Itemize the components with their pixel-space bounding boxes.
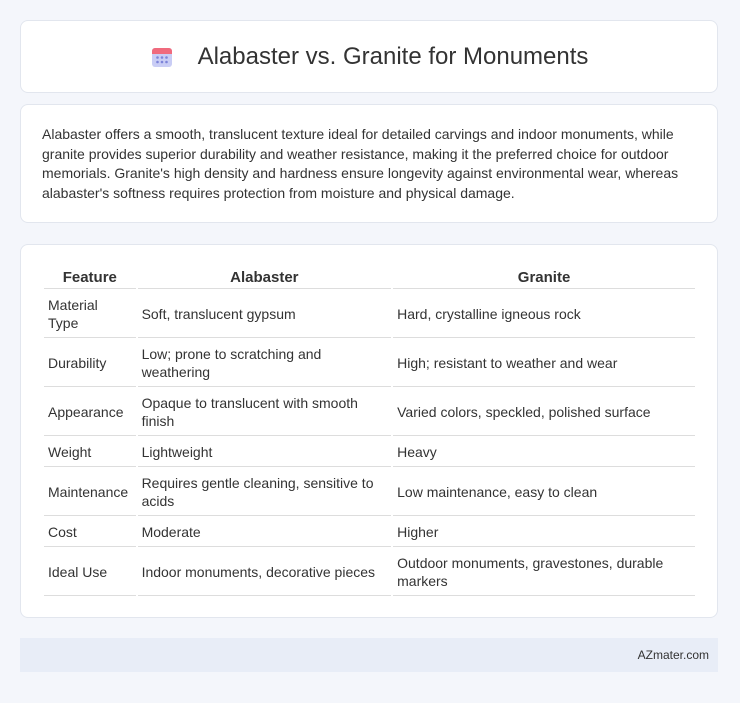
table-row bbox=[44, 549, 695, 596]
table-row bbox=[44, 291, 695, 338]
table-header-row bbox=[44, 267, 695, 289]
calendar-icon bbox=[150, 45, 174, 69]
table-row bbox=[44, 438, 695, 467]
cell-alabaster: Requires gentle cleaning, sensitive to acids bbox=[138, 469, 392, 516]
footer-brand: AZmater.com bbox=[637, 648, 709, 662]
table-row bbox=[44, 518, 695, 547]
cell-feature: Maintenance bbox=[44, 469, 136, 516]
cell-granite: Outdoor monuments, gravestones, durable markers bbox=[393, 549, 695, 596]
table-card bbox=[20, 244, 718, 618]
table-row bbox=[44, 469, 695, 516]
cell-feature: Ideal Use bbox=[44, 549, 136, 596]
title-card bbox=[20, 20, 718, 93]
comparison-table bbox=[42, 265, 697, 598]
summary-card bbox=[20, 104, 718, 223]
cell-alabaster: Opaque to translucent with smooth finish bbox=[138, 389, 392, 436]
cell-alabaster: Indoor monuments, decorative pieces bbox=[138, 549, 392, 596]
cell-alabaster: Low; prone to scratching and weathering bbox=[138, 340, 392, 387]
cell-alabaster: Lightweight bbox=[138, 438, 392, 467]
cell-feature: Durability bbox=[44, 340, 136, 387]
cell-granite: Heavy bbox=[393, 438, 695, 467]
cell-granite: Higher bbox=[393, 518, 695, 547]
cell-feature: Appearance bbox=[44, 389, 136, 436]
table-row bbox=[44, 389, 695, 436]
cell-granite: High; resistant to weather and wear bbox=[393, 340, 695, 387]
cell-feature: Cost bbox=[44, 518, 136, 547]
page-title: Alabaster vs. Granite for Monuments bbox=[197, 42, 589, 70]
cell-alabaster: Moderate bbox=[138, 518, 392, 547]
cell-alabaster: Soft, translucent gypsum bbox=[138, 291, 392, 338]
header-alabaster: Alabaster bbox=[138, 267, 392, 289]
header-granite: Granite bbox=[393, 267, 695, 289]
cell-granite: Varied colors, speckled, polished surface bbox=[393, 389, 695, 436]
table-row bbox=[44, 340, 695, 387]
cell-feature: Weight bbox=[44, 438, 136, 467]
cell-granite: Hard, crystalline igneous rock bbox=[393, 291, 695, 338]
footer bbox=[20, 638, 718, 672]
summary-text: Alabaster offers a smooth, translucent texture ideal for detailed carvings and indoor monuments, while granite provides superior durability and weather resistance, making it the preferred choice for outdoor memorials. Granite's high density and hardness ensure longevity against environmental wear, whereas alabaster's softness requires protection from moisture and physical damage. bbox=[42, 126, 679, 201]
cell-feature: Material Type bbox=[44, 291, 136, 338]
cell-granite: Low maintenance, easy to clean bbox=[393, 469, 695, 516]
header-feature: Feature bbox=[44, 267, 136, 289]
